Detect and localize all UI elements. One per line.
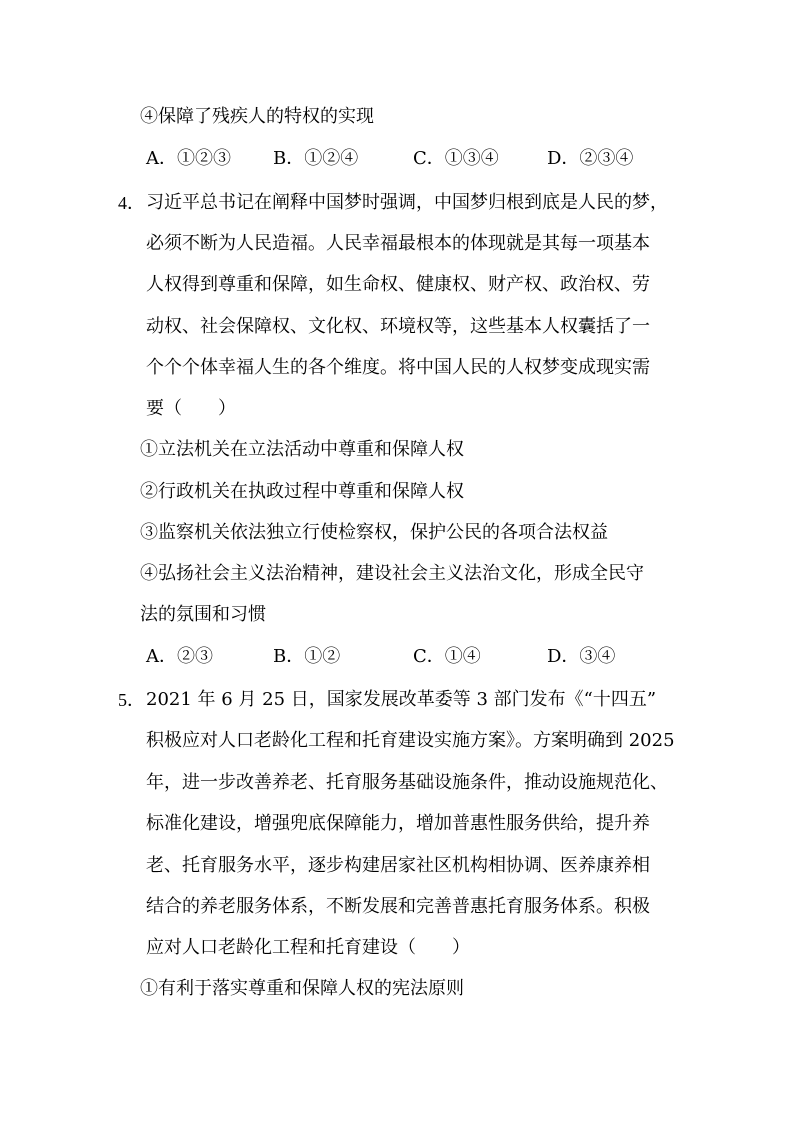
q4-item-1: ①立法机关在立法活动中尊重和保障人权	[140, 439, 464, 460]
q4-item-4-cont: 法的氛围和习惯	[140, 604, 266, 625]
q5-stem-line: 老、托育服务水平，逐步构建居家社区机构相协调、医养康养相	[146, 855, 650, 876]
q4-option-c: C．①④	[413, 646, 481, 667]
q4-stem-line: 必须不断为人民造福。人民幸福最根本的体现就是其每一项基本	[146, 233, 650, 254]
q4-number: 4．	[118, 193, 145, 213]
q4-stem-line: 要（ ）	[146, 398, 236, 419]
q4-stem-line: 动权、社会保障权、文化权、环境权等，这些基本人权囊括了一	[146, 316, 650, 337]
q5-stem-line: 应对人口老龄化工程和托育建设（ ）	[146, 937, 470, 958]
q5-number: 5．	[118, 690, 145, 710]
q4-option-a: A．②③	[146, 646, 213, 667]
q4-item-4: ④弘扬社会主义法治精神，建设社会主义法治文化，形成全民守	[140, 563, 644, 584]
q4-option-b: B．①②	[273, 646, 341, 667]
q5-item-1: ①有利于落实尊重和保障人权的宪法原则	[140, 978, 464, 999]
q5-stem-line: 结合的养老服务体系，不断发展和完善普惠托育服务体系。积极	[146, 896, 650, 917]
q4-item-3: ③监察机关依法独立行使检察权，保护公民的各项合法权益	[140, 522, 608, 543]
q4-option-d: D．③④	[547, 646, 616, 667]
q5-stem-line: 年，进一步改善养老、托育服务基础设施条件，推动设施规范化、	[146, 772, 668, 793]
q4-stem-line: 人权得到尊重和保障，如生命权、健康权、财产权、政治权、劳	[146, 274, 650, 295]
q4-stem-line: 个个个体幸福人生的各个维度。将中国人民的人权梦变成现实需	[146, 357, 650, 378]
q3-option-c: C．①③④	[413, 148, 499, 169]
q3-option-b: B．①②④	[273, 148, 359, 169]
q3-item-4: ④保障了残疾人的特权的实现	[140, 106, 374, 127]
q5-stem-line: 积极应对人口老龄化工程和托育建设实施方案》。方案明确到 2025	[146, 730, 675, 751]
q4-item-2: ②行政机关在执政过程中尊重和保障人权	[140, 481, 464, 502]
q5-stem-line: 标准化建设，增强兜底保障能力，增加普惠性服务供给，提升养	[146, 813, 650, 834]
q4-stem-line: 习近平总书记在阐释中国梦时强调，中国梦归根到底是人民的梦，	[146, 192, 668, 213]
q5-stem-line: 2021 年 6 月 25 日，国家发展改革委等 3 部门发布《“十四五”	[146, 689, 657, 710]
q3-option-a: A．①②③	[146, 148, 231, 169]
q3-option-d: D．②③④	[547, 148, 634, 169]
